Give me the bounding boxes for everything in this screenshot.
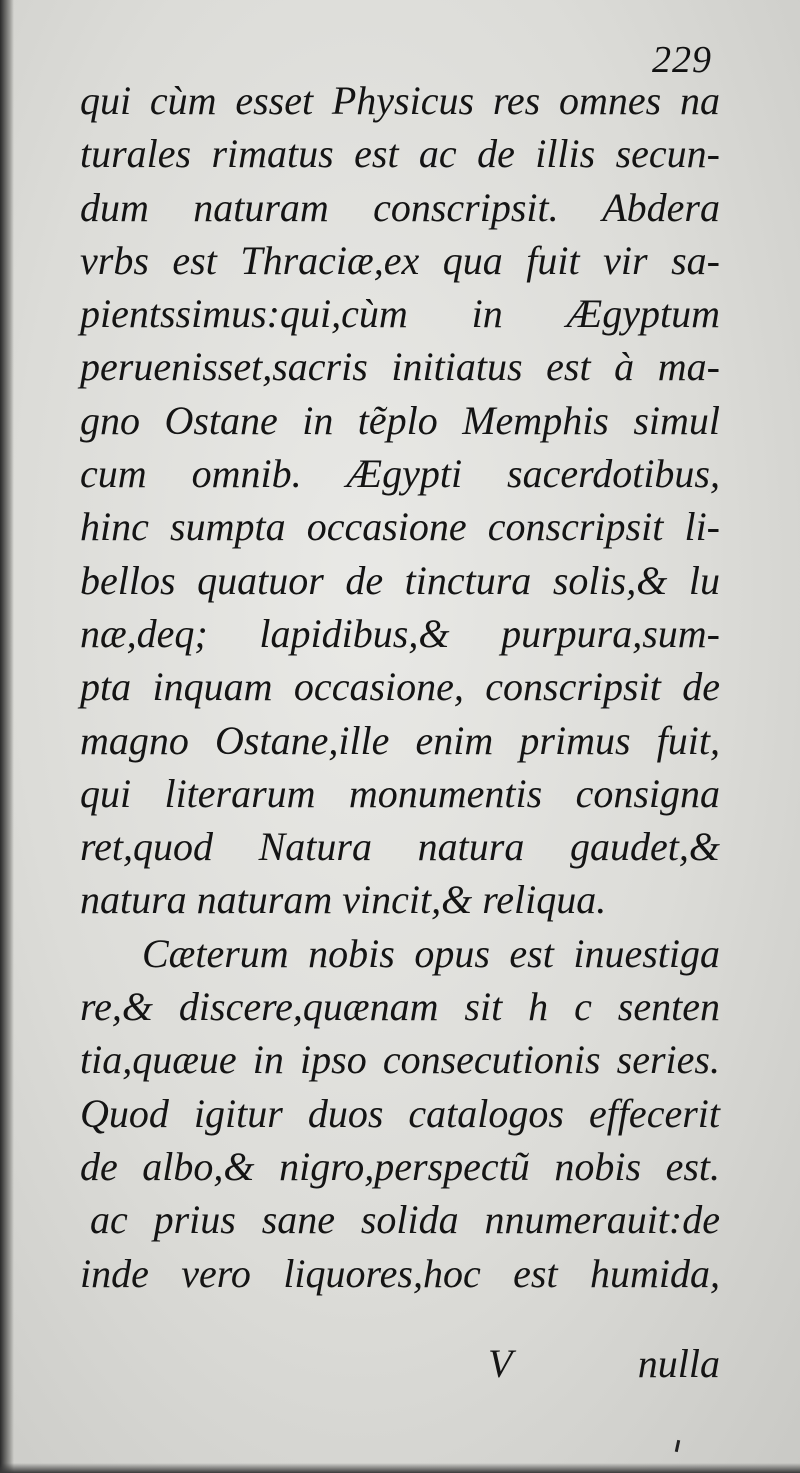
paragraph-first-line: Cæterum nobis opus est inuestiga [142, 930, 720, 976]
text-line: dum naturam conscripsit. Abdera [80, 184, 720, 230]
text-line: peruenisset,sacris initiatus est à ma- [80, 344, 720, 390]
text-line: re,& discere,quænam sit h c senten [80, 984, 720, 1030]
catchword: nulla [637, 1341, 720, 1386]
text-line: ret,quod Natura natura gaudet,& [80, 824, 720, 870]
text-line: de albo,& nigro,perspectũ nobis est. [80, 1143, 720, 1189]
text-line: turales rimatus est ac de illis secun- [80, 131, 720, 177]
text-line: hinc sumpta occasione conscripsit li- [80, 504, 720, 550]
text-line: Quod igitur duos catalogos effecerit [80, 1090, 720, 1136]
text-line: næ,deq; lapidibus,& purpura,sum- [80, 610, 720, 656]
text-line: cum omnib. Ægypti sacerdotibus, [80, 451, 720, 497]
text-line: inde vero liquores,hoc est humida, [80, 1250, 720, 1296]
text-line: vrbs est Thraciæ,ex qua fuit vir sa- [80, 237, 720, 283]
text-line: pta inquam occasione, conscripsit de [80, 664, 720, 710]
body-text [80, 74, 720, 1300]
text-line: pientssimus:qui,cùm in Ægyptum [80, 291, 720, 337]
text-line: tia,quæue in ipso consecutionis series. [80, 1037, 720, 1083]
text-line: qui literarum monumentis consigna [80, 770, 720, 816]
text-line: ac prius sane solida nnumerauit:de [90, 1197, 720, 1243]
text-line: gno Ostane in tẽplo Memphis simul [80, 397, 720, 443]
text-line: bellos quatuor de tinctura solis,& lu [80, 557, 720, 603]
page-left-edge-shadow [0, 0, 14, 1473]
page-number: 229 [652, 39, 712, 81]
signature-mark: V [488, 1341, 513, 1386]
text-line: magno Ostane,ille enim primus fuit, [80, 717, 720, 763]
text-line: natura naturam vincit,& reliqua. [80, 877, 607, 923]
text-line: qui cùm esset Physicus res omnes na [80, 78, 720, 123]
page-bottom-edge-shadow [0, 1463, 800, 1473]
ink-speck [675, 1440, 680, 1452]
